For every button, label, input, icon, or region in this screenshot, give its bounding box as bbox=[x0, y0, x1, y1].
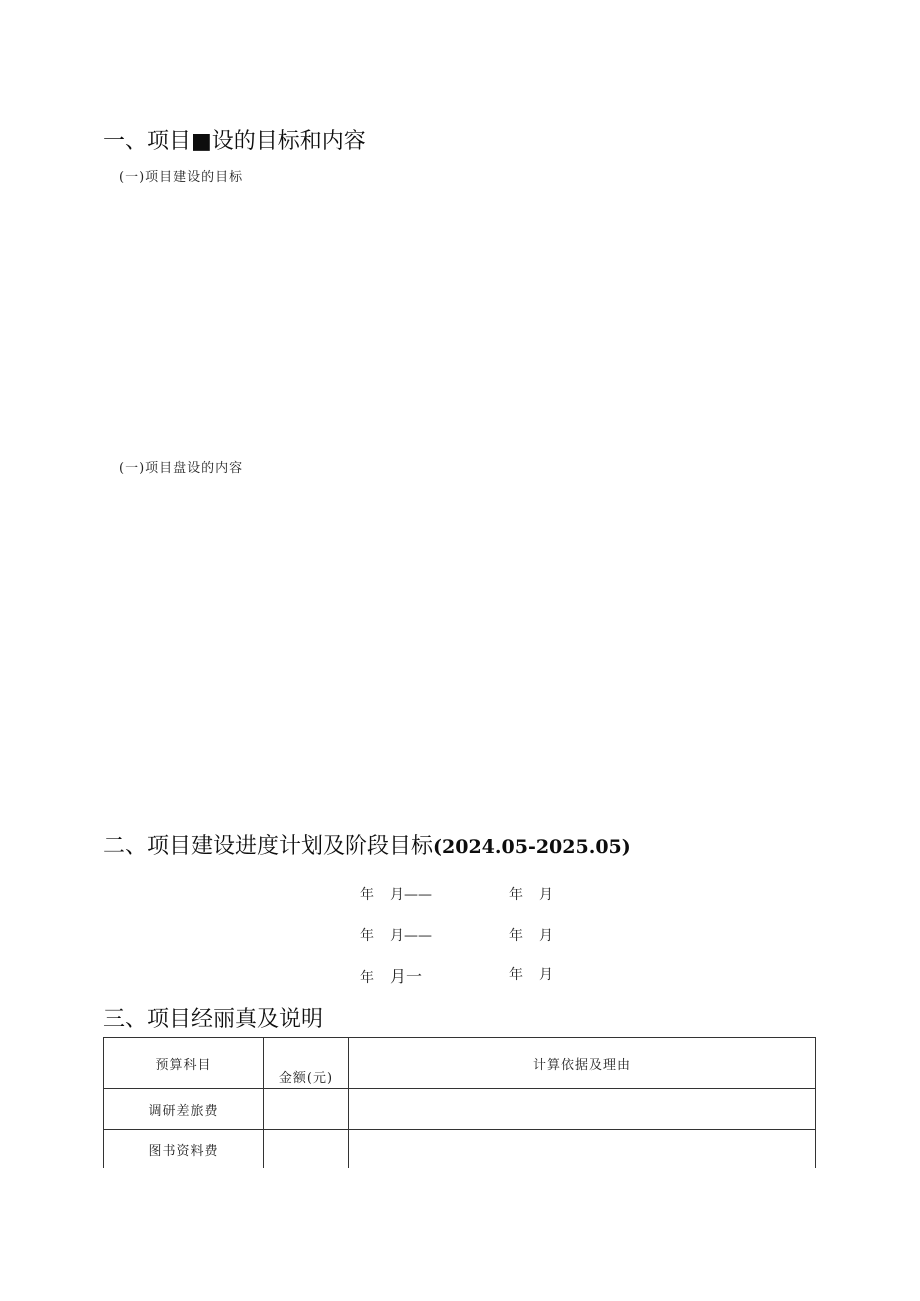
schedule-row bbox=[360, 964, 422, 987]
schedule-end-year: 年 bbox=[509, 887, 523, 903]
schedule-start-month: 月 bbox=[390, 928, 404, 944]
table-header-cell: 计算依据及理由 bbox=[349, 1038, 816, 1089]
schedule-start-year: 年 bbox=[360, 887, 374, 903]
section-3-title: 三、项目经丽真及说明 bbox=[103, 1007, 324, 1032]
section-1-subheading-goals: (一)项目建设的目标 bbox=[119, 170, 244, 185]
schedule-row-end bbox=[509, 964, 553, 984]
table-header-row bbox=[104, 1038, 816, 1089]
schedule-end-month: 月 bbox=[539, 967, 553, 983]
table-cell-amount[interactable] bbox=[264, 1130, 349, 1169]
table-cell-reason[interactable] bbox=[349, 1089, 816, 1130]
schedule-row bbox=[360, 884, 432, 904]
schedule-row bbox=[360, 925, 432, 945]
table-row bbox=[104, 1089, 816, 1130]
schedule-dash: 一 bbox=[406, 967, 423, 986]
section-1-subheading-content: (一)项目盘设的内容 bbox=[119, 461, 244, 476]
schedule-start-month: 月 bbox=[390, 887, 404, 903]
section-1-title: 一、项目■设的目标和内容 bbox=[103, 129, 366, 154]
schedule-end-month: 月 bbox=[539, 928, 553, 944]
table-row bbox=[104, 1130, 816, 1169]
table-cell-amount[interactable] bbox=[264, 1089, 349, 1130]
schedule-start-year: 年 bbox=[360, 928, 374, 944]
schedule-dash: —— bbox=[404, 887, 432, 903]
schedule-dash: —— bbox=[404, 928, 432, 944]
schedule-end-year: 年 bbox=[509, 967, 523, 983]
schedule-start-year: 年 bbox=[360, 970, 374, 986]
table-cell-item: 图书资料费 bbox=[104, 1130, 264, 1169]
budget-table bbox=[103, 1037, 816, 1168]
table-header-cell bbox=[264, 1038, 349, 1089]
table-header-amount: 金额(元) bbox=[278, 1071, 334, 1086]
table-cell-item: 调研差旅费 bbox=[104, 1089, 264, 1130]
table-header-cell: 预算科目 bbox=[104, 1038, 264, 1089]
schedule-start-month: 月 bbox=[390, 967, 407, 986]
schedule-end-year: 年 bbox=[509, 928, 523, 944]
schedule-row-end bbox=[509, 884, 553, 904]
section-2-date-range: (2024.05-2025.05) bbox=[433, 836, 631, 858]
schedule-row-end bbox=[509, 925, 553, 945]
section-2-title-text: 二、项目建设进度计划及阶段目标 bbox=[103, 834, 434, 859]
schedule-end-month: 月 bbox=[539, 887, 553, 903]
section-2-title bbox=[103, 829, 631, 860]
table-cell-reason[interactable] bbox=[349, 1130, 816, 1169]
